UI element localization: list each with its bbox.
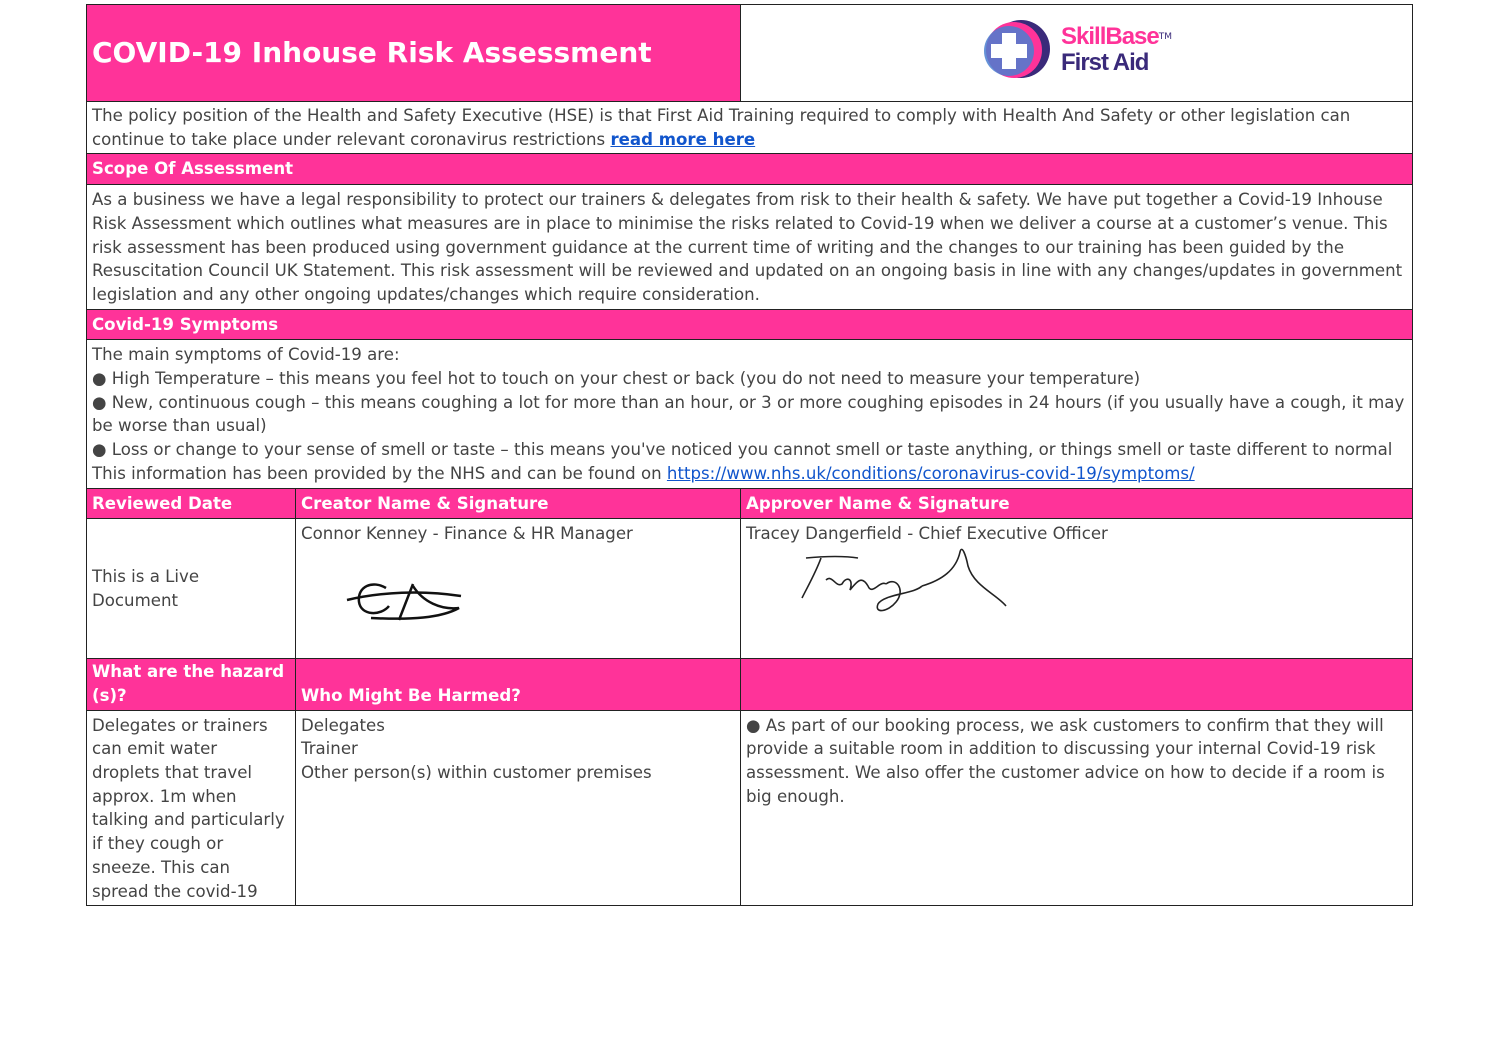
harmed-heading: Who Might Be Harmed? [296, 659, 741, 710]
scope-heading: Scope Of Assessment [87, 154, 1413, 185]
symptoms-heading: Covid-19 Symptoms [87, 309, 1413, 340]
creator-cell [296, 519, 741, 659]
symptom-item: ● Loss or change to your sense of smell or taste – this means you've noticed you cannot smell or taste anything, or things smell or taste different to normal [92, 440, 1393, 460]
symptoms-row [87, 340, 1413, 488]
creator-name: Connor Kenney - Finance & HR Manager [301, 524, 633, 544]
scope-heading-row [87, 154, 1413, 185]
approver-heading: Approver Name & Signature [741, 488, 1413, 519]
harmed-item: Other person(s) within customer premises [301, 763, 652, 783]
controls-heading [741, 659, 1413, 710]
read-more-link[interactable]: read more here [610, 129, 756, 149]
risk-assessment-table [86, 4, 1413, 906]
symptoms-cell [87, 340, 1413, 488]
harmed-cell [296, 710, 741, 906]
logo-text-skillbase: SkillBase [1061, 22, 1159, 50]
symptoms-source-text: This information has been provided by the NHS and can be found on [92, 463, 667, 483]
approver-signature [746, 546, 1026, 636]
policy-cell [87, 102, 1413, 154]
logo [741, 5, 1413, 102]
scope-text: As a business we have a legal responsibility to protect our trainers & delegates from risk to their health & safety. We have put together a Covid-19 Inhouse Risk Assessment which outlines what measures are in place to minimise the risks related to Covid-19 when we deliver a course at a customer’s venue. This risk assessment has been produced using government guidance at the current time of writing and the changes to our training has been guided by the Resuscitation Council UK Statement. This risk assessment will be reviewed and updated on an ongoing basis in line with any changes/updates in government legislation and any other ongoing updates/changes which require consideration. [87, 185, 1413, 310]
hazard-heading: What are the hazard (s)? [87, 659, 296, 710]
policy-text: The policy position of the Health and Safety Executive (HSE) is that First Aid Training required to comply with Health And Safety or other legislation can continue to take place under relevant coronavirus restrictions [92, 106, 1351, 149]
policy-row [87, 102, 1413, 154]
hazard-row [87, 710, 1413, 906]
logo-text-first-aid: First Aid [1061, 48, 1149, 76]
reviewed-date-value: This is a Live Document [87, 519, 296, 659]
review-heading-row [87, 488, 1413, 519]
scope-row [87, 185, 1413, 310]
logo-trademark: TM [1158, 31, 1172, 42]
controls-text: ● As part of our booking process, we ask customers to confirm that they will provide a suitable room in addition to discussing your internal Covid-19 risk assessment. We also offer the customer advice on how to decide if a room is big enough. [741, 710, 1413, 906]
nhs-symptoms-link[interactable]: https://www.nhs.uk/conditions/coronavirus-covid-19/symptoms/ [666, 463, 1195, 483]
symptom-item: ● High Temperature – this means you feel hot to touch on your chest or back (you do not need to measure your temperature) [92, 369, 1141, 389]
review-row [87, 519, 1413, 659]
hazard-text: Delegates or trainers can emit water droplets that travel approx. 1m when talking and particularly if they cough or sneeze. This can spread the covid-19 [87, 710, 296, 906]
approver-cell [741, 519, 1413, 659]
reviewed-date-heading: Reviewed Date [87, 488, 296, 519]
symptoms-heading-row [87, 309, 1413, 340]
symptom-item: ● New, continuous cough – this means coughing a lot for more than an hour, or 3 or more coughing episodes in 24 hours (if you usually have a cough, it may be worse than usual) [92, 392, 1405, 436]
document-title: COVID-19 Inhouse Risk Assessment [87, 5, 741, 102]
creator-heading: Creator Name & Signature [296, 488, 741, 519]
first-aid-cross-icon [981, 19, 1055, 81]
harmed-item: Trainer [301, 739, 358, 759]
creator-signature [301, 546, 481, 636]
harmed-item: Delegates [301, 715, 385, 735]
skillbase-logo [981, 19, 1172, 81]
hazard-heading-row [87, 659, 1413, 710]
symptoms-intro: The main symptoms of Covid-19 are: [92, 345, 400, 365]
header-row [87, 5, 1413, 102]
approver-name: Tracey Dangerfield - Chief Executive Officer [746, 524, 1108, 544]
